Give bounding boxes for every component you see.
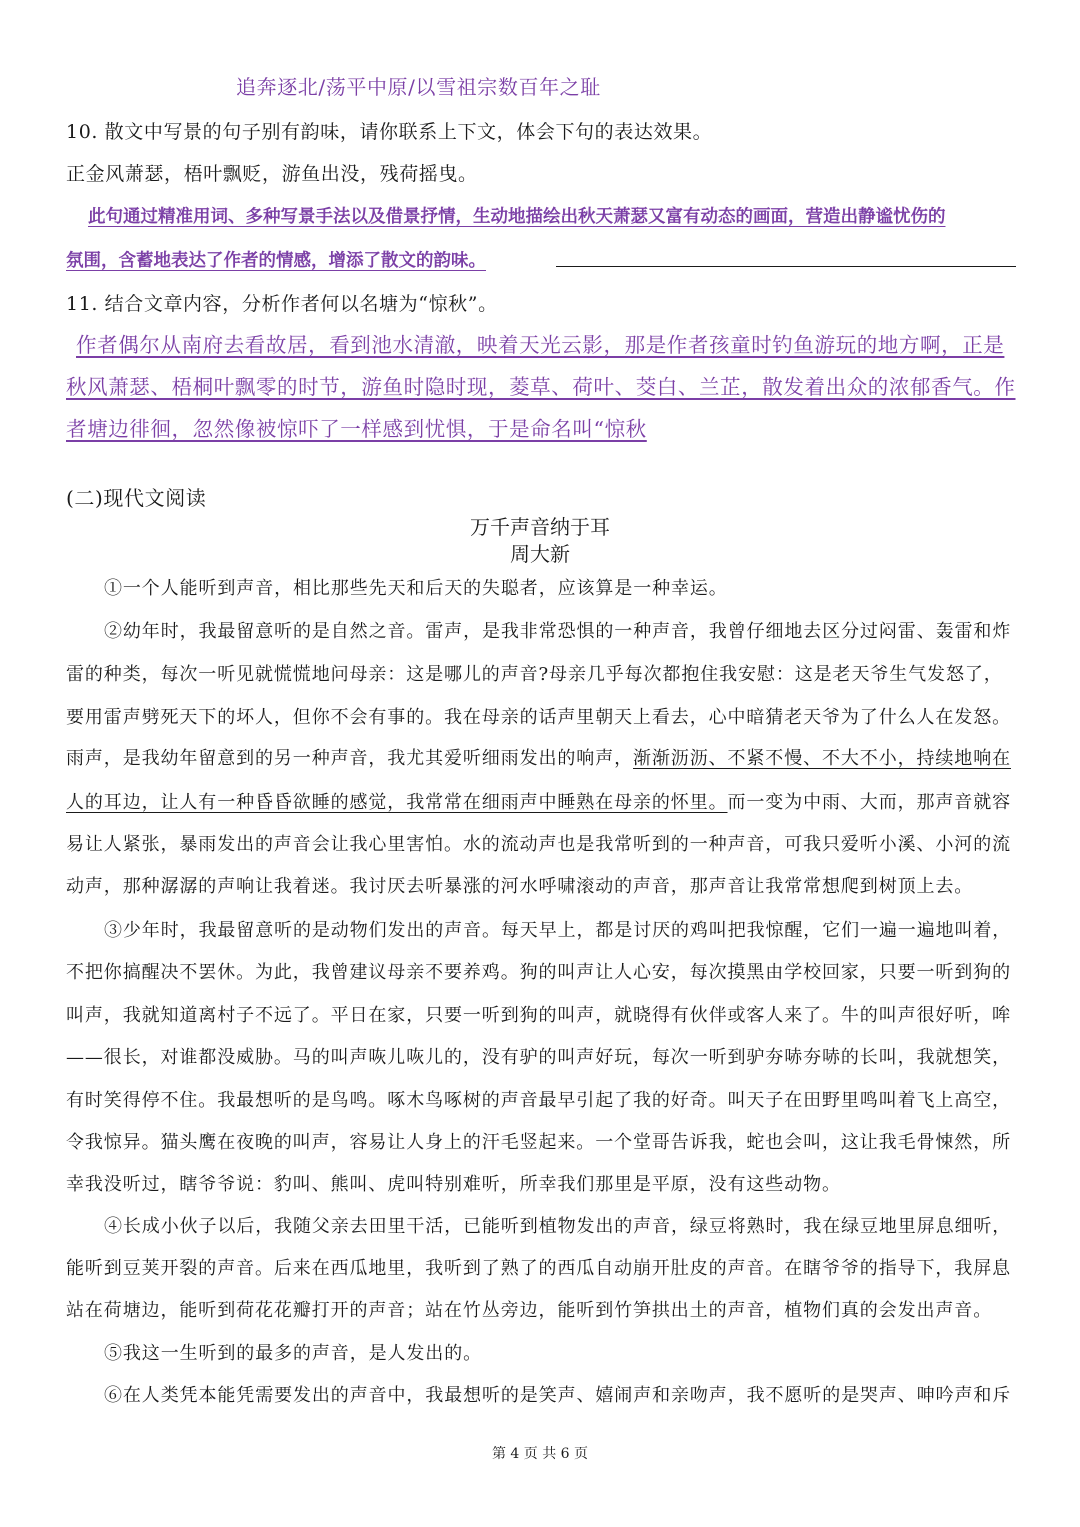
article-line: 动声，那种潺潺的声响让我着迷。我讨厌去听暴涨的河水呼啸滚动的声音，那声音让我常常想爬到树顶上去。 — [66, 876, 974, 897]
article-line: 不把你搞醒决不罢休。为此，我曾建议母亲不要养鸡。狗的叫声让人心安，每次摸黑由学校回家，只要一听到狗的 — [66, 962, 1011, 983]
article-line — [66, 789, 1016, 817]
article-text: 雨声，是我幼年留意到的另一种声音，我尤其爱听细雨发出的响声， — [66, 748, 633, 769]
page-footer: 第 4 页 共 6 页 — [491, 1446, 589, 1462]
article-line: 要用雷声劈死天下的坏人，但你不会有事的。我在母亲的话声里朝天上看去，心中暗猜老天爷为了什么人在发怒。 — [66, 707, 1011, 728]
underlined-sentence: 人的耳边，让人有一种昏昏欲睡的感觉，我常常在细雨声中睡熟在母亲的怀里。 — [66, 792, 728, 813]
article-line: 站在荷塘边，能听到荷花花瓣打开的声音；站在竹丛旁边，能听到竹笋拱出土的声音，植物们真的会发出声音。 — [66, 1300, 993, 1321]
article-line: ③少年时，我最留意听的是动物们发出的声音。每天早上，都是讨厌的鸡叫把我惊醒，它们一遍一遍地叫着， — [104, 920, 1012, 941]
article-text: 而一变为中雨、大而，那声音就容 — [727, 792, 1011, 813]
question-11-answer-line-2: 秋风萧瑟、梧桐叶飘零的时节，游鱼时隐时现，菱草、荷叶、茭白、兰芷，散发着出众的浓郁香气。作 — [66, 375, 1016, 399]
article-line: 幸我没听过，瞎爷爷说：豹叫、熊叫、虎叫特别难听，所幸我们那里是平原，没有这些动物。 — [66, 1174, 841, 1195]
article-line: ②幼年时，我最留意听的是自然之音。雷声，是我非常恐惧的一种声音，我曾仔细地去区分过闷雷、轰雷和炸 — [104, 621, 1012, 642]
question-10-answer-line-1: 此句通过精准用词、多种写景手法以及借景抒情，生动地描绘出秋天萧瑟又富有动态的画面，营造出静谧忧伤的 — [88, 207, 946, 227]
article-title: 万千声音纳于耳 — [470, 515, 610, 539]
question-11-answer-line-1: 作者偶尔从南府去看故居，看到池水清澈，映着天光云影，那是作者孩童时钓鱼游玩的地方啊，正是 — [76, 333, 1005, 357]
article-line: 能听到豆荚开裂的声音。后来在西瓜地里，我听到了熟了的西瓜自动崩开肚皮的声音。在瞎爷爷的指导下，我屏息 — [66, 1258, 1011, 1279]
question-10-quote: 正金风萧瑟，梧叶飘贬，游鱼出没，残荷摇曳。 — [66, 163, 478, 185]
article-line: ⑥在人类凭本能凭需要发出的声音中，我最想听的是笑声、嬉闹声和亲吻声，我不愿听的是哭声、呻吟声和斥 — [104, 1385, 1012, 1406]
article-author: 周大新 — [510, 542, 570, 566]
article-line: ——很长，对谁都没威胁。马的叫声咴儿咴儿的，没有驴的叫声好玩，每次一听到驴夯哧夯哧的长叫，我就想笑， — [66, 1047, 1011, 1068]
question-11-answer-line-3: 者塘边徘徊，忽然像被惊吓了一样感到忧惧，于是命名叫“惊秋 — [66, 417, 647, 441]
article-line: ①一个人能听到声音，相比那些先天和后天的失聪者，应该算是一种幸运。 — [104, 578, 728, 599]
question-11: 11. 结合文章内容，分析作者何以名塘为“惊秋”。 — [66, 293, 498, 315]
question-10: 10. 散文中写景的句子别有韵味，请你联系上下文，体会下句的表达效果。 — [66, 121, 713, 143]
underlined-sentence: 渐渐沥沥、不紧不慢、不大不小，持续地响在 — [633, 748, 1011, 769]
article-line: 令我惊异。猫头鹰在夜晚的叫声，容易让人身上的汗毛竖起来。一个堂哥告诉我，蛇也会叫，这让我毛骨悚然，所 — [66, 1132, 1011, 1153]
article-line — [66, 745, 1016, 773]
answer-blank-line — [556, 266, 1016, 267]
article-line: 有时笑得停不住。我最想听的是鸟鸣。啄木鸟啄树的声音最早引起了我的好奇。叫天子在田野里鸣叫着飞上高空， — [66, 1090, 1011, 1111]
section-heading: (二)现代文阅读 — [66, 486, 207, 510]
question-10-answer-line-2: 氛围，含蓄地表达了作者的情感，增添了散文的韵味。 — [66, 251, 486, 271]
article-line: ⑤我这一生听到的最多的声音，是人发出的。 — [104, 1343, 482, 1364]
previous-answer-line: 追奔逐北/荡平中原/以雪祖宗数百年之耻 — [236, 75, 601, 99]
article-line: 雷的种类，每次一听见就慌慌地问母亲：这是哪儿的声音?母亲几乎每次都抱住我安慰：这是老天爷生气发怒了， — [66, 664, 1003, 685]
article-line: 叫声，我就知道离村子不远了。平日在家，只要一听到狗的叫声，就晓得有伙伴或客人来了。牛的叫声很好听，哞 — [66, 1005, 1011, 1026]
article-line: 易让人紧张，暴雨发出的声音会让我心里害怕。水的流动声也是我常听到的一种声音，可我只爱听小溪、小河的流 — [66, 834, 1011, 855]
article-line: ④长成小伙子以后，我随父亲去田里干活，已能听到植物发出的声音，绿豆将熟时，我在绿豆地里屏息细听， — [104, 1216, 1012, 1237]
